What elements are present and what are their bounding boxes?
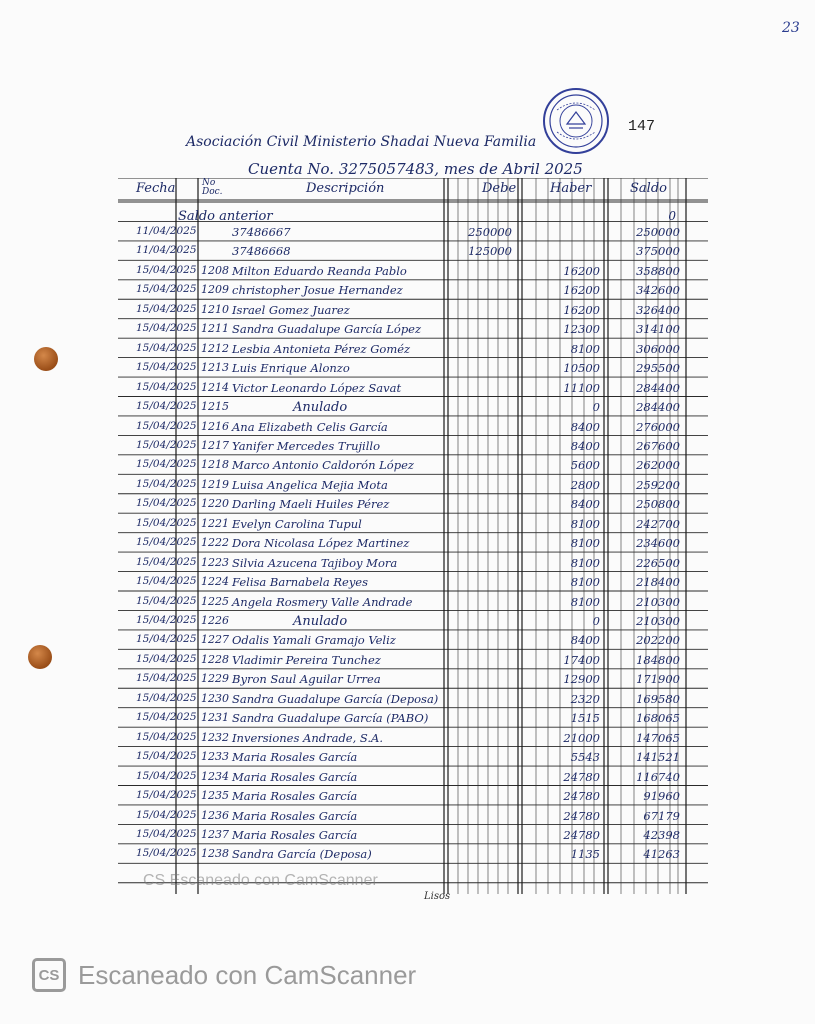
cell-doc: 1220 bbox=[201, 497, 229, 511]
cell-desc: Sandra Guadalupe García (Deposa) bbox=[232, 691, 439, 706]
cell-haber: 24780 bbox=[563, 769, 600, 784]
ledger-row bbox=[118, 261, 708, 280]
cell-haber: 11100 bbox=[563, 380, 600, 395]
cell-desc: Maria Rosales García bbox=[232, 750, 358, 765]
cell-doc: 1217 bbox=[201, 438, 229, 452]
cell-saldo: 276000 bbox=[636, 419, 680, 434]
cell-doc: 1222 bbox=[201, 536, 229, 550]
cell-desc: Inversiones Andrade, S.A. bbox=[232, 730, 384, 745]
cell-fecha: 15/04/2025 bbox=[136, 516, 197, 529]
cell-saldo: 210300 bbox=[636, 614, 680, 628]
column-header-saldo: Saldo bbox=[630, 181, 667, 196]
saldo-anterior-value: 0 bbox=[668, 209, 676, 223]
cell-fecha: 15/04/2025 bbox=[136, 263, 197, 276]
cell-saldo: 168065 bbox=[636, 711, 680, 726]
signature-mark: Lisos bbox=[424, 891, 451, 902]
ledger-row bbox=[118, 222, 708, 241]
cell-debe: 125000 bbox=[468, 244, 512, 259]
cell-desc: Dora Nicolasa López Martinez bbox=[232, 536, 410, 551]
cell-fecha: 15/04/2025 bbox=[136, 789, 197, 802]
ledger-row bbox=[118, 844, 708, 863]
ledger-row bbox=[118, 786, 708, 805]
cell-doc: 1211 bbox=[201, 322, 229, 336]
cell-haber: 8100 bbox=[570, 341, 600, 356]
cell-fecha: 15/04/2025 bbox=[136, 477, 197, 490]
cell-fecha: 11/04/2025 bbox=[136, 244, 197, 257]
cell-haber: 12300 bbox=[563, 322, 600, 337]
ledger-row bbox=[118, 339, 708, 358]
cell-desc: 37486668 bbox=[232, 244, 291, 259]
cell-fecha: 15/04/2025 bbox=[136, 419, 197, 432]
cell-saldo: 234600 bbox=[636, 536, 680, 551]
column-header-doc: No Doc. bbox=[202, 178, 223, 197]
cell-desc: Evelyn Carolina Tupul bbox=[232, 516, 362, 531]
ledger-row bbox=[118, 475, 708, 494]
cell-haber: 24780 bbox=[563, 789, 600, 804]
seal-emblem-icon bbox=[547, 92, 605, 150]
cell-desc: Yanifer Mercedes Trujillo bbox=[232, 438, 381, 453]
ledger-row bbox=[118, 300, 708, 319]
cell-desc: christopher Josue Hernandez bbox=[232, 283, 403, 298]
cell-haber: 0 bbox=[592, 614, 600, 628]
cell-doc: 1225 bbox=[201, 594, 229, 608]
cell-doc: 1230 bbox=[201, 691, 229, 705]
ledger-row bbox=[118, 825, 708, 844]
cell-fecha: 15/04/2025 bbox=[136, 808, 197, 821]
cell-saldo: 306000 bbox=[636, 341, 680, 356]
cell-doc: 1210 bbox=[201, 302, 229, 316]
folio-number: 147 bbox=[628, 118, 656, 135]
cell-fecha: 15/04/2025 bbox=[136, 847, 197, 860]
cell-haber: 1135 bbox=[570, 847, 600, 862]
ledger-row bbox=[118, 455, 708, 474]
cell-doc: 1212 bbox=[201, 341, 229, 355]
cell-haber: 16200 bbox=[563, 263, 600, 278]
cell-saldo: 326400 bbox=[636, 302, 680, 317]
cell-fecha: 15/04/2025 bbox=[136, 575, 197, 588]
cell-haber: 8100 bbox=[570, 536, 600, 551]
cell-desc: Silvia Azucena Tajiboy Mora bbox=[232, 555, 398, 570]
cell-desc: Odalis Yamali Gramajo Veliz bbox=[232, 633, 396, 648]
ledger-row bbox=[118, 436, 708, 455]
cell-haber: 8400 bbox=[570, 438, 600, 453]
ledger-row bbox=[118, 241, 708, 260]
cell-fecha: 15/04/2025 bbox=[136, 614, 197, 626]
cell-saldo: 267600 bbox=[636, 438, 680, 453]
cell-saldo: 284400 bbox=[636, 380, 680, 395]
cell-desc: Sandra Guadalupe García (PABO) bbox=[232, 711, 429, 726]
cell-fecha: 15/04/2025 bbox=[136, 691, 197, 704]
cell-saldo: 342600 bbox=[636, 283, 680, 298]
cell-fecha: 15/04/2025 bbox=[136, 750, 197, 763]
cell-haber: 16200 bbox=[563, 302, 600, 317]
cell-saldo: 210300 bbox=[636, 594, 680, 609]
cell-fecha: 15/04/2025 bbox=[136, 283, 197, 296]
cell-fecha: 15/04/2025 bbox=[136, 555, 197, 568]
cell-haber: 1515 bbox=[570, 711, 600, 726]
cell-desc: Maria Rosales García bbox=[232, 827, 358, 842]
ledger-row bbox=[118, 358, 708, 377]
cell-fecha: 15/04/2025 bbox=[136, 711, 197, 724]
cell-saldo: 41263 bbox=[643, 847, 680, 862]
cell-doc: 1214 bbox=[201, 380, 229, 394]
cell-haber: 8100 bbox=[570, 575, 600, 590]
ledger-row bbox=[118, 572, 708, 591]
saldo-anterior-label: Saldo anterior bbox=[178, 209, 273, 224]
cell-desc: Maria Rosales García bbox=[232, 808, 358, 823]
cell-fecha: 15/04/2025 bbox=[136, 341, 197, 354]
ledger-row bbox=[118, 553, 708, 572]
ledger-row bbox=[118, 378, 708, 397]
cell-haber: 2800 bbox=[570, 477, 600, 492]
cell-doc: 1209 bbox=[201, 283, 229, 297]
cell-doc: 1213 bbox=[201, 361, 229, 375]
cell-haber: 21000 bbox=[563, 730, 600, 745]
cell-doc: 1234 bbox=[201, 769, 229, 783]
cell-saldo: 226500 bbox=[636, 555, 680, 570]
cell-doc: 1235 bbox=[201, 789, 229, 803]
cell-doc: 1216 bbox=[201, 419, 229, 433]
ledger-row bbox=[118, 611, 708, 630]
column-header-fecha: Fecha bbox=[136, 181, 176, 196]
cell-desc: Darling Maeli Huiles Pérez bbox=[232, 497, 390, 512]
cell-desc: Luis Enrique Alonzo bbox=[232, 361, 350, 376]
cell-doc: 1226 bbox=[201, 614, 229, 627]
cell-doc: 1227 bbox=[201, 633, 229, 647]
cell-saldo: 141521 bbox=[636, 750, 680, 765]
cell-haber: 8100 bbox=[570, 516, 600, 531]
binder-hole-icon bbox=[28, 645, 52, 669]
cell-doc: 1215 bbox=[201, 400, 229, 414]
camscanner-watermark-text: Escaneado con CamScanner bbox=[78, 959, 417, 990]
cell-saldo: 242700 bbox=[636, 516, 680, 531]
ledger-row bbox=[118, 728, 708, 747]
cell-desc: Anulado bbox=[293, 614, 348, 629]
cell-fecha: 15/04/2025 bbox=[136, 672, 197, 685]
ledger-row bbox=[118, 397, 708, 416]
cell-desc: Lesbia Antonieta Pérez Goméz bbox=[232, 341, 411, 356]
cell-doc: 1237 bbox=[201, 827, 229, 841]
cell-saldo: 67179 bbox=[643, 808, 680, 823]
cell-saldo: 262000 bbox=[636, 458, 680, 473]
cell-fecha: 15/04/2025 bbox=[136, 438, 197, 451]
cell-saldo: 169580 bbox=[636, 691, 680, 706]
cell-doc: 1229 bbox=[201, 672, 229, 686]
cell-fecha: 15/04/2025 bbox=[136, 302, 197, 315]
cell-fecha: 15/04/2025 bbox=[136, 827, 197, 840]
cell-haber: 8100 bbox=[570, 555, 600, 570]
ledger-row bbox=[118, 747, 708, 766]
cell-doc: 1208 bbox=[201, 263, 229, 277]
cell-fecha: 15/04/2025 bbox=[136, 633, 197, 646]
cell-saldo: 171900 bbox=[636, 672, 680, 687]
cell-debe: 250000 bbox=[468, 225, 512, 239]
cell-desc: Sandra García (Deposa) bbox=[232, 847, 372, 862]
cell-saldo: 42398 bbox=[643, 827, 680, 842]
ledger-row bbox=[118, 630, 708, 649]
cell-doc: 1221 bbox=[201, 516, 229, 530]
cell-desc: Vladimir Pereira Tunchez bbox=[232, 652, 381, 667]
ledger-title: Asociación Civil Ministerio Shadai Nueva Familia bbox=[186, 134, 537, 150]
official-seal-stamp bbox=[543, 88, 609, 154]
cell-fecha: 15/04/2025 bbox=[136, 361, 197, 374]
cell-saldo: 358800 bbox=[636, 263, 680, 278]
cell-desc: Israel Gomez Juarez bbox=[232, 302, 350, 317]
cell-fecha: 15/04/2025 bbox=[136, 730, 197, 743]
cell-fecha: 15/04/2025 bbox=[136, 458, 197, 471]
ledger-row bbox=[118, 708, 708, 727]
cell-desc: Byron Saul Aguilar Urrea bbox=[232, 672, 381, 687]
ledger-row bbox=[118, 514, 708, 533]
cell-saldo: 314100 bbox=[636, 322, 680, 337]
cell-fecha: 15/04/2025 bbox=[136, 769, 197, 782]
binder-hole-icon bbox=[34, 347, 58, 371]
cell-desc: Victor Leonardo López Savat bbox=[232, 380, 402, 395]
ledger-row bbox=[118, 494, 708, 513]
cell-desc: Maria Rosales García bbox=[232, 789, 358, 804]
cell-fecha: 15/04/2025 bbox=[136, 380, 197, 393]
ledger-row bbox=[118, 592, 708, 611]
cell-desc: Angela Rosmery Valle Andrade bbox=[232, 594, 413, 609]
camscanner-logo-icon: CS bbox=[32, 958, 66, 992]
cell-haber: 0 bbox=[592, 400, 600, 415]
cell-saldo: 147065 bbox=[636, 730, 680, 745]
camscanner-watermark bbox=[32, 958, 416, 992]
cell-haber: 2320 bbox=[570, 691, 600, 706]
ledger-row bbox=[118, 533, 708, 552]
cell-saldo: 184800 bbox=[636, 652, 680, 667]
cell-desc: Sandra Guadalupe García López bbox=[232, 322, 422, 337]
cell-fecha: 15/04/2025 bbox=[136, 322, 197, 335]
cell-doc: 1219 bbox=[201, 477, 229, 491]
cell-desc: Milton Eduardo Reanda Pablo bbox=[232, 263, 407, 278]
cell-desc: Luisa Angelica Mejia Mota bbox=[232, 477, 388, 492]
cell-desc: Marco Antonio Caldorón López bbox=[232, 458, 414, 473]
cell-haber: 5600 bbox=[570, 458, 600, 473]
cell-saldo: 259200 bbox=[636, 477, 680, 492]
cell-doc: 1236 bbox=[201, 808, 229, 822]
cell-doc: 1231 bbox=[201, 711, 229, 725]
cell-haber: 8100 bbox=[570, 594, 600, 609]
cell-doc: 1233 bbox=[201, 750, 229, 764]
cell-fecha: 15/04/2025 bbox=[136, 594, 197, 607]
cell-saldo: 284400 bbox=[636, 400, 680, 415]
cell-desc: Maria Rosales García bbox=[232, 769, 358, 784]
cell-fecha: 15/04/2025 bbox=[136, 652, 197, 665]
cell-desc: Anulado bbox=[293, 400, 348, 416]
cell-desc: Ana Elizabeth Celis García bbox=[232, 419, 388, 434]
cell-doc: 1224 bbox=[201, 575, 229, 589]
cell-haber: 16200 bbox=[563, 283, 600, 298]
ledger-row bbox=[118, 767, 708, 786]
column-header-debe: Debe bbox=[482, 181, 517, 196]
cell-fecha: 11/04/2025 bbox=[136, 225, 197, 237]
ledger-row bbox=[118, 650, 708, 669]
cell-fecha: 15/04/2025 bbox=[136, 536, 197, 549]
cell-saldo: 116740 bbox=[636, 769, 680, 784]
column-header-descripcion: Descripción bbox=[306, 181, 385, 196]
cell-doc: 1218 bbox=[201, 458, 229, 472]
ledger-row bbox=[118, 689, 708, 708]
cell-haber: 10500 bbox=[563, 361, 600, 376]
ledger-subtitle: Cuenta No. 3275057483, mes de Abril 2025 bbox=[248, 160, 583, 178]
cell-haber: 24780 bbox=[563, 827, 600, 842]
cell-haber: 5543 bbox=[570, 750, 600, 765]
cell-doc: 1238 bbox=[201, 847, 229, 861]
cell-haber: 8400 bbox=[570, 419, 600, 434]
cell-desc: 37486667 bbox=[232, 225, 291, 239]
cell-saldo: 218400 bbox=[636, 575, 680, 590]
column-header-haber: Haber bbox=[550, 181, 592, 196]
cell-saldo: 375000 bbox=[636, 244, 680, 259]
cell-doc: 1232 bbox=[201, 730, 229, 744]
cell-fecha: 15/04/2025 bbox=[136, 400, 197, 413]
scan-overlay-watermark: CS Escaneado con CamScanner bbox=[143, 872, 378, 889]
ledger-row bbox=[118, 669, 708, 688]
ledger-row bbox=[118, 806, 708, 825]
cell-haber: 17400 bbox=[563, 652, 600, 667]
cell-haber: 24780 bbox=[563, 808, 600, 823]
cell-haber: 12900 bbox=[563, 672, 600, 687]
cell-fecha: 15/04/2025 bbox=[136, 497, 197, 510]
cell-haber: 8400 bbox=[570, 633, 600, 648]
cell-saldo: 250800 bbox=[636, 497, 680, 512]
ledger-row bbox=[118, 280, 708, 299]
cell-doc: 1223 bbox=[201, 555, 229, 569]
cell-haber: 8400 bbox=[570, 497, 600, 512]
corner-page-number: 23 bbox=[782, 20, 800, 36]
ledger-row bbox=[118, 417, 708, 436]
cell-saldo: 91960 bbox=[643, 789, 680, 804]
cell-doc: 1228 bbox=[201, 652, 229, 666]
cell-saldo: 250000 bbox=[636, 225, 680, 239]
ledger-row bbox=[118, 319, 708, 338]
cell-desc: Felisa Barnabela Reyes bbox=[232, 575, 369, 590]
ledger-table bbox=[118, 178, 708, 894]
cell-saldo: 295500 bbox=[636, 361, 680, 376]
cell-saldo: 202200 bbox=[636, 633, 680, 648]
